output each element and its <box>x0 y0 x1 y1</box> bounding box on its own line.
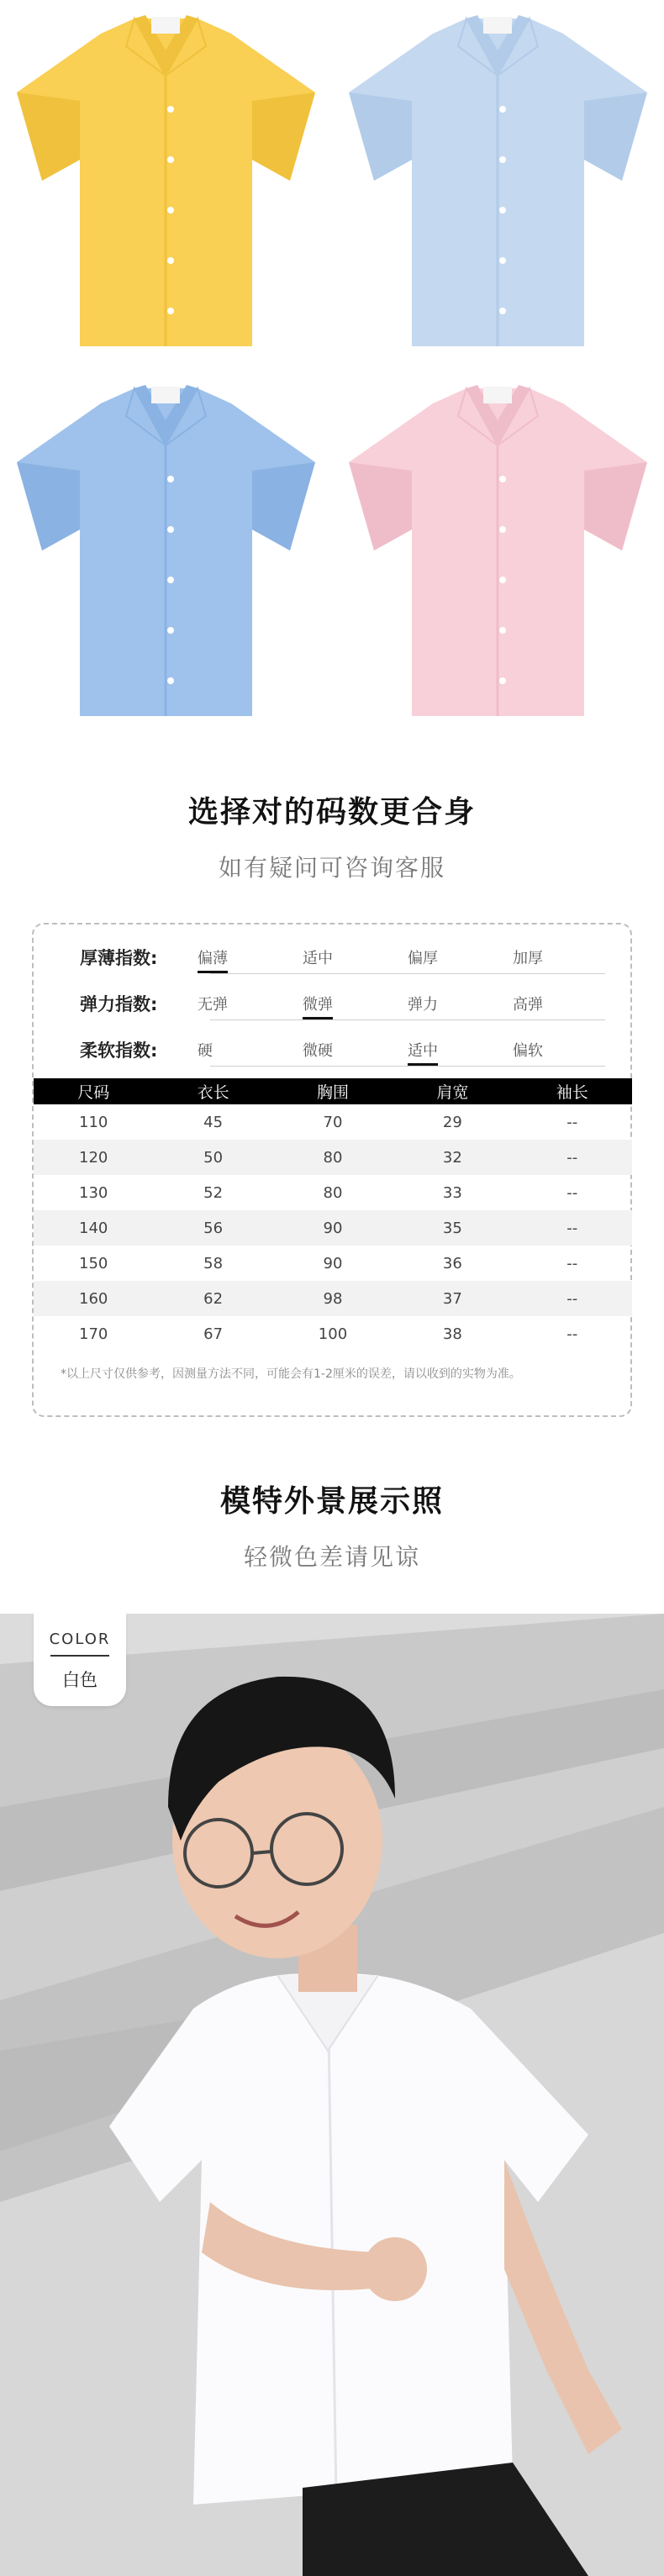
table-cell: 45 <box>203 1113 224 1131</box>
table-cell: 52 <box>203 1183 224 1202</box>
attribute-label: 弹力指数: <box>80 994 158 1014</box>
attribute-row-thickness <box>34 940 630 973</box>
table-cell: 80 <box>273 1140 393 1175</box>
table-cell: 140 <box>34 1210 153 1246</box>
divider <box>210 1066 605 1067</box>
shirt-illustration <box>332 370 664 740</box>
column-header: 胸围 <box>273 1078 393 1104</box>
divider <box>210 973 605 974</box>
attribute-option: 弹力 <box>408 996 438 1014</box>
table-cell: -- <box>567 1113 578 1131</box>
attribute-option: 偏薄 <box>198 946 228 968</box>
table-cell: 130 <box>79 1183 108 1202</box>
attribute-option: 偏厚 <box>408 950 438 967</box>
table-cell: -- <box>513 1281 632 1316</box>
color-tag-value: 白色 <box>62 1670 97 1690</box>
attribute-option: 微硬 <box>303 1042 333 1060</box>
shirt-illustration <box>332 0 664 370</box>
table-cell: 110 <box>79 1113 108 1131</box>
table-cell: -- <box>567 1183 578 1202</box>
shirt-image-yellow <box>0 0 332 370</box>
column-header: 袖长 <box>513 1078 632 1104</box>
divider <box>210 1019 605 1020</box>
table-cell: 37 <box>393 1281 512 1316</box>
table-row <box>34 1246 632 1281</box>
size-section-title: 选择对的码数更合身 <box>187 795 476 830</box>
column-header: 衣长 <box>153 1078 272 1104</box>
table-row <box>34 1175 632 1210</box>
attribute-row-elasticity <box>34 986 630 1019</box>
attribute-row-softness <box>34 1032 630 1066</box>
shirt-illustration <box>0 370 332 740</box>
table-row <box>34 1316 632 1351</box>
attribute-label: 厚薄指数: <box>80 948 158 968</box>
divider <box>50 1655 109 1657</box>
table-cell: 90 <box>273 1210 393 1246</box>
table-row <box>34 1281 632 1316</box>
table-cell: 36 <box>442 1254 462 1272</box>
size-section-subtitle: 如有疑问可咨询客服 <box>218 854 445 882</box>
model-section-heading <box>0 1478 664 1572</box>
column-header: 尺码 <box>34 1078 153 1104</box>
table-cell: 90 <box>323 1254 343 1272</box>
table-row <box>34 1104 632 1140</box>
table-cell: -- <box>567 1325 578 1343</box>
shirt-color-grid <box>0 0 664 740</box>
table-cell: -- <box>567 1254 578 1272</box>
size-note: *以上尺寸仅供参考，因测量方法不同，可能会有1-2厘米的误差，请以收到的实物为准。 <box>61 1367 521 1381</box>
attribute-option: 微弹 <box>303 993 333 1014</box>
table-cell: 80 <box>323 1183 343 1202</box>
table-cell: 29 <box>442 1113 462 1131</box>
attribute-option: 加厚 <box>513 950 543 967</box>
attribute-option: 适中 <box>303 950 333 967</box>
table-cell: -- <box>513 1210 632 1246</box>
model-section-subtitle: 轻微色差请见谅 <box>243 1543 420 1571</box>
table-cell: 35 <box>393 1210 512 1246</box>
model-photo <box>0 1614 664 2576</box>
attribute-option: 偏软 <box>513 1042 543 1060</box>
attribute-option: 适中 <box>408 1039 438 1061</box>
model-photo-illustration <box>0 1614 664 2576</box>
size-section-heading <box>0 788 664 883</box>
shirt-illustration <box>0 0 332 370</box>
color-tag-label: COLOR <box>49 1630 111 1648</box>
table-cell: 38 <box>442 1325 462 1343</box>
color-tag <box>34 1614 126 1706</box>
attribute-option: 硬 <box>198 1042 213 1060</box>
table-cell: -- <box>513 1140 632 1175</box>
table-cell: 33 <box>442 1183 462 1202</box>
table-cell: 32 <box>393 1140 512 1175</box>
table-cell: 62 <box>153 1281 272 1316</box>
table-cell: 120 <box>34 1140 153 1175</box>
size-table-header-row <box>34 1078 632 1104</box>
table-row <box>34 1140 632 1175</box>
attribute-option: 高弹 <box>513 996 543 1014</box>
size-table <box>34 1078 632 1351</box>
table-row <box>34 1210 632 1246</box>
table-cell: 98 <box>273 1281 393 1316</box>
shirt-image-pink <box>332 370 664 740</box>
table-cell: 67 <box>203 1325 224 1343</box>
shirt-image-blue <box>0 370 332 740</box>
table-cell: 100 <box>318 1325 348 1343</box>
attribute-option: 无弹 <box>198 996 228 1014</box>
model-section-title: 模特外景展示照 <box>219 1484 444 1519</box>
table-cell: 56 <box>153 1210 272 1246</box>
table-cell: 170 <box>79 1325 108 1343</box>
table-cell: 50 <box>153 1140 272 1175</box>
table-cell: 150 <box>79 1254 108 1272</box>
attribute-label: 柔软指数: <box>80 1040 158 1061</box>
table-cell: 160 <box>34 1281 153 1316</box>
table-cell: 70 <box>323 1113 343 1131</box>
column-header: 肩宽 <box>393 1078 512 1104</box>
shirt-image-light-blue <box>332 0 664 370</box>
table-cell: 58 <box>203 1254 224 1272</box>
